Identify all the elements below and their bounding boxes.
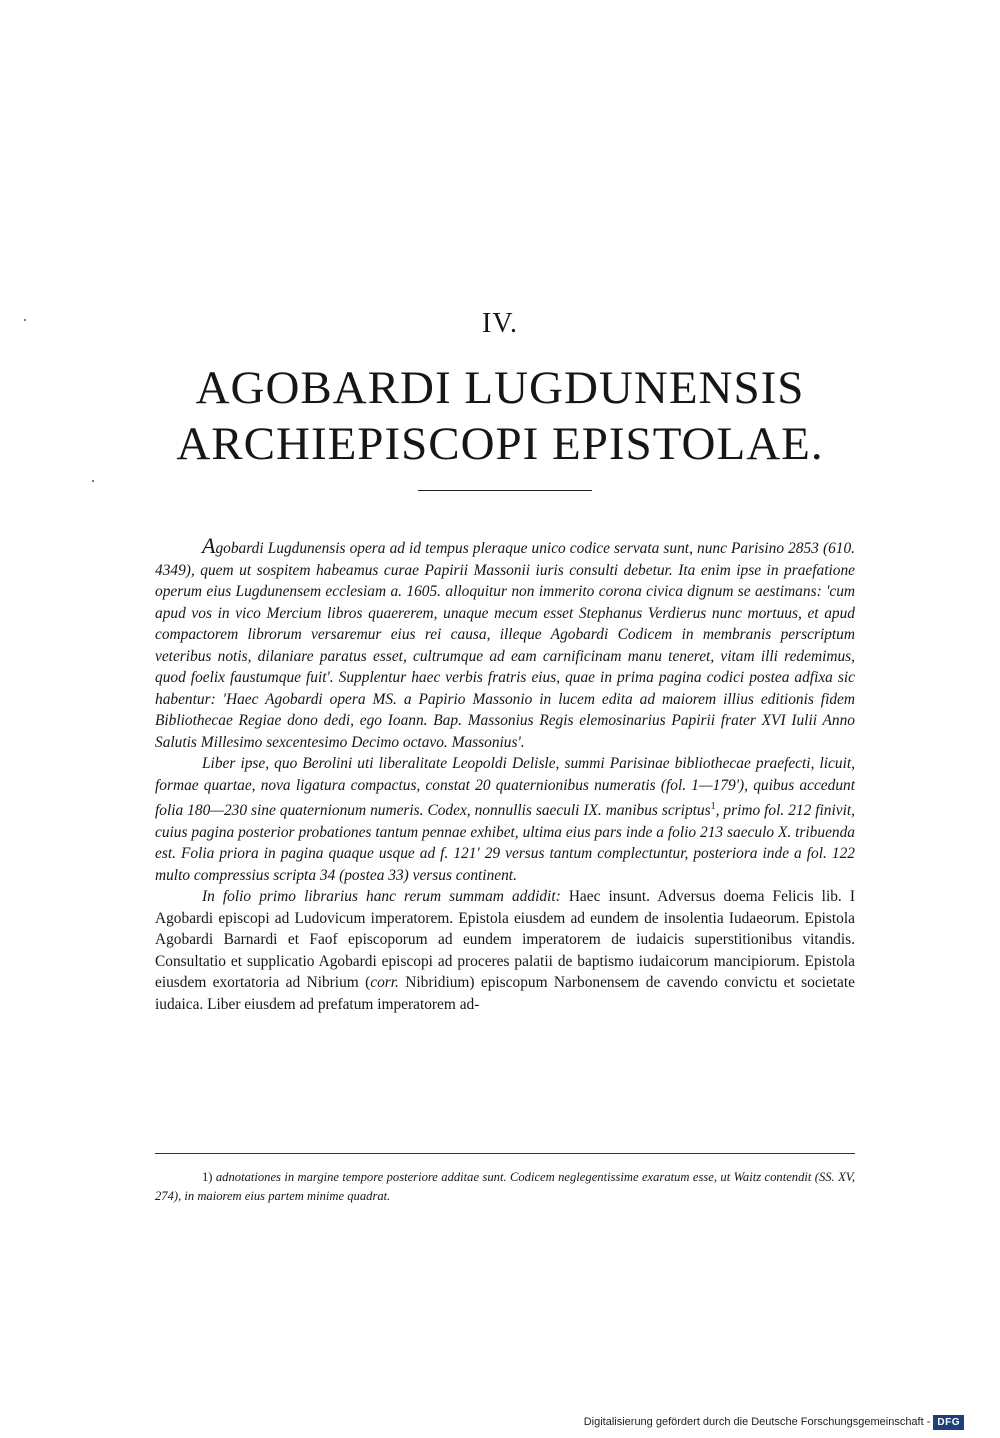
title-divider [418,490,592,491]
paragraph-3-text-b: Nibridium) episcopum Narbonensem de cavendo convictu et societate iudaica. Liber eiusdem ad prefatum imperatorem ad- [155,974,855,1013]
footnote-number: 1) [202,1170,213,1184]
body-text [155,533,856,1015]
scan-speck [92,480,94,482]
drop-capital: A [202,533,216,558]
chapter-number: IV. [482,308,518,339]
paragraph-1 [155,533,855,753]
paragraph-3-intro: In folio primo librarius hanc rerum summam addidit: [202,888,561,906]
paragraph-3 [155,886,855,1015]
title-line-1: AGOBARDI LUGDUNENSIS [195,362,805,414]
paragraph-2-text-b: , primo fol. 212 finivit, cuius pagina posterior probationes tantum pennae exhibet, ultima eius pars inde a folio 213 saeculo X. tribuenda est. Folia priora in pagina quaque usque ad f. 121' 29 versus tantum complectuntur, posteriora inde a fol. 122 multo compressius scripta 34 (postea 33) versus continent. [155,802,856,884]
title-line-2: ARCHIEPISCOPI EPISTOLAE. [176,418,824,470]
paragraph-2 [155,753,855,886]
footnote-divider [155,1153,855,1154]
dfg-logo-icon: DFG [933,1415,964,1430]
paragraph-1-text: gobardi Lugdunensis opera ad id tempus pleraque unico codice servata sunt, nunc Parisino 2853 (610. 4349), quem ut sospitem habeamus curae Papirii Massonii iuris consulti debetur. Ita enim ipse in praefatione operum eius Lugdunensem ecclesiam a. 1605. alloquitur non immerito corona civica dignum se aestimans: 'cum apud vos in vico Mercium libros quaererem, unaque mecum esset Stephanus Verdierus nunc mortuus, et apud compactorem librorum versaremur eius rei causa, illeque Agobardi Codicem in membranis perscriptum veteribus notis, dilaniare paratus esset, cultrumque ad eam carnificinam manu teneret, vitam illi redemimus, quod foelix faustumque fuit'. Supplentur haec verbis fratris eius, quae in prima pagina codici postea adfixa sic habentur: 'Haec Agobardi opera MS. a Papirio Massonio in lucem edita ad maiorem illius editionis fidem Bibliothecae Regiae dono dedi, ego Ioann. Bap. Massonius Regis elemosinarius Papirii frater XVI Iulii Anno Salutis Millesimo sexcentesimo Decimo octavo. Massonius'. [155,540,855,751]
footnote-text: adnotationes in margine tempore posteriore additae sunt. Codicem neglegentissime exaratum esse, ut Waitz contendit (SS. XV, 274), in maiorem eius partem minime quadrat. [155,1170,855,1203]
digitization-credit [584,1414,964,1430]
page-title [140,360,860,472]
paragraph-2-text-a: Liber ipse, quo Berolini uti liberalitate Leopoldi Delisle, summi Parisinae bibliothecae praefecti, licuit, formae quartae, nova ligatura compactus, constat 20 quaternionibus numeratis (fol. 1—179'), quibus accedunt folia 180—230 sine quaternionum numeris. Codex, nonnullis saeculi IX. manibus scriptus [155,755,855,820]
footnote-reference: 1 [710,801,716,812]
footnote [155,1168,855,1206]
paragraph-3-corr: corr. [370,974,399,992]
credit-text: Digitalisierung gefördert durch die Deutsche Forschungsgemeinschaft - [583,1416,931,1428]
paragraph-3-text-a: Haec insunt. Adversus doema Felicis lib. I Agobardi episcopi ad Ludovicum imperatorem. Epistola eiusdem ad eundem de insolentia Iudaeorum. Epistola Agobardi Barnardi et Faof episcoporum ad eundem imperatorem de iudaicis superstitionibus vitandis. Consultatio et supplicatio Agobardi episcopi ad proceres palatii de baptismo iudaicorum mancipiorum. Epistola eiusdem exortatoria ad Nibrium ( [155,888,855,992]
